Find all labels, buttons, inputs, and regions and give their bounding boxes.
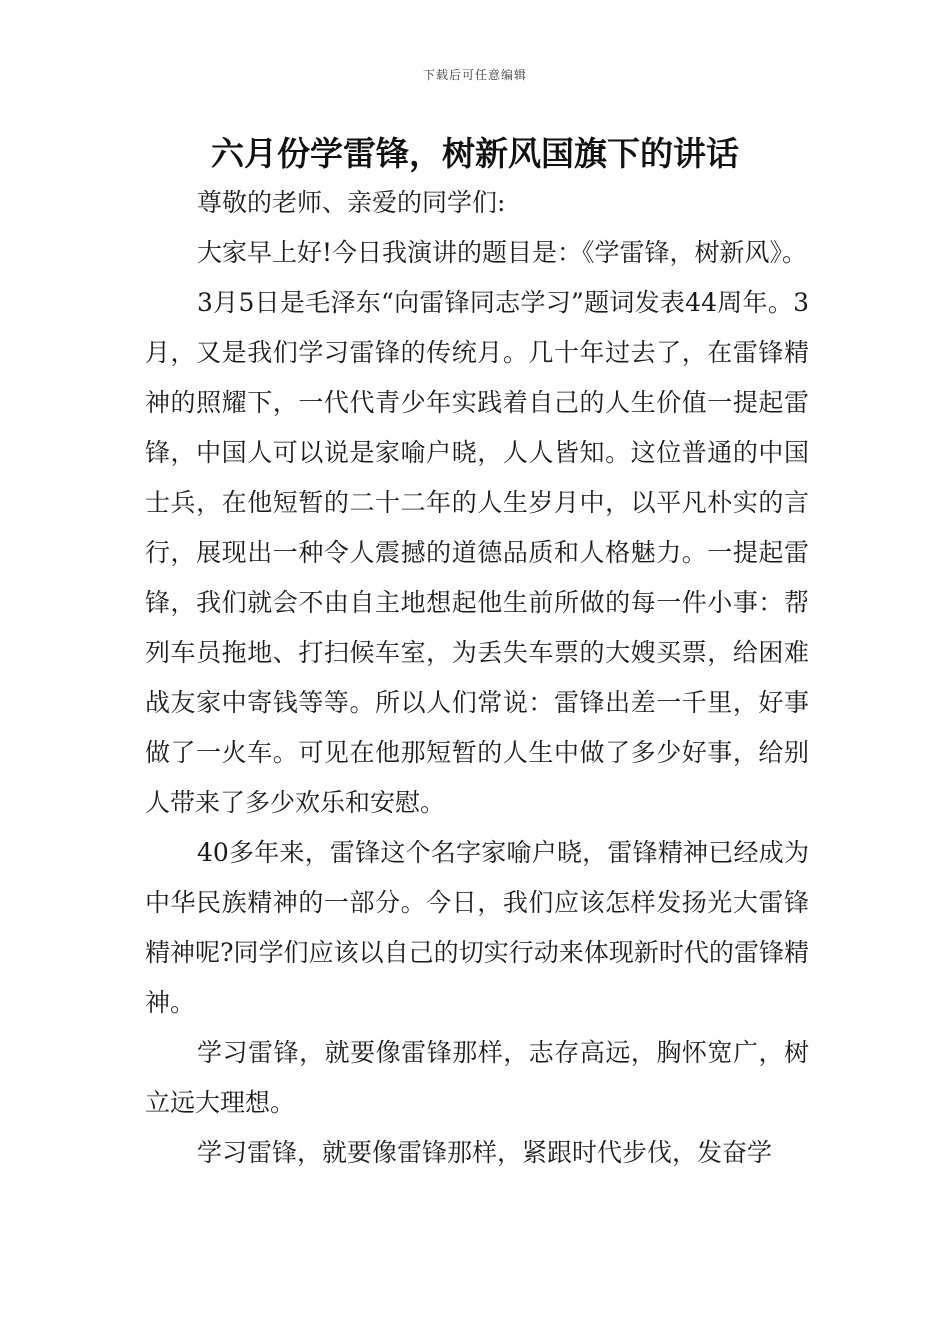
paragraph-ideal: 学习雷锋，就要像雷锋那样，志存高远，胸怀宽广，树立远大理想。 [145,1038,809,1117]
paragraph-study: 学习雷锋，就要像雷锋那样，紧跟时代步伐，发奋学 [197,1138,773,1167]
document-title: 六月份学雷锋，树新风国旗下的讲话 [211,134,739,173]
paragraph-salutation: 尊敬的老师、亲爱的同学们: [197,188,506,217]
document-body [145,178,809,1178]
header-note: 下载后可任意编辑 [422,68,527,82]
paragraph-history: 3月5日是毛泽东“向雷锋同志学习”题词发表44周年。3月，又是我们学习雷锋的传统月。几十年过去了，在雷锋精神的照耀下，一代代青少年实践着自己的人生价值一提起雷锋，中国人可以说是家喻户晓，人人皆知。这位普通的中国士兵，在他短暂的二十二年的人生岁月中，以平凡朴实的言行，展现出一种令人震撼的道德品质和人格魅力。一提起雷锋，我们就会不由自主地想起他生前所做的每一件小事：帮列车员拖地、打扫候车室，为丢失车票的大嫂买票，给困难战友家中寄钱等等。所以人们常说：雷锋出差一千里，好事做了一火车。可见在他那短暂的人生中做了多少好事，给别人带来了多少欢乐和安慰。 [145,288,809,817]
paragraph-greeting: 大家早上好!今日我演讲的题目是：《学雷锋，树新风》。 [197,238,808,267]
paragraph-spirit: 40多年来，雷锋这个名字家喻户晓，雷锋精神已经成为中华民族精神的一部分。今日，我们应该怎样发扬光大雷锋精神呢?同学们应该以自己的切实行动来体现新时代的雷锋精神。 [145,838,809,1017]
